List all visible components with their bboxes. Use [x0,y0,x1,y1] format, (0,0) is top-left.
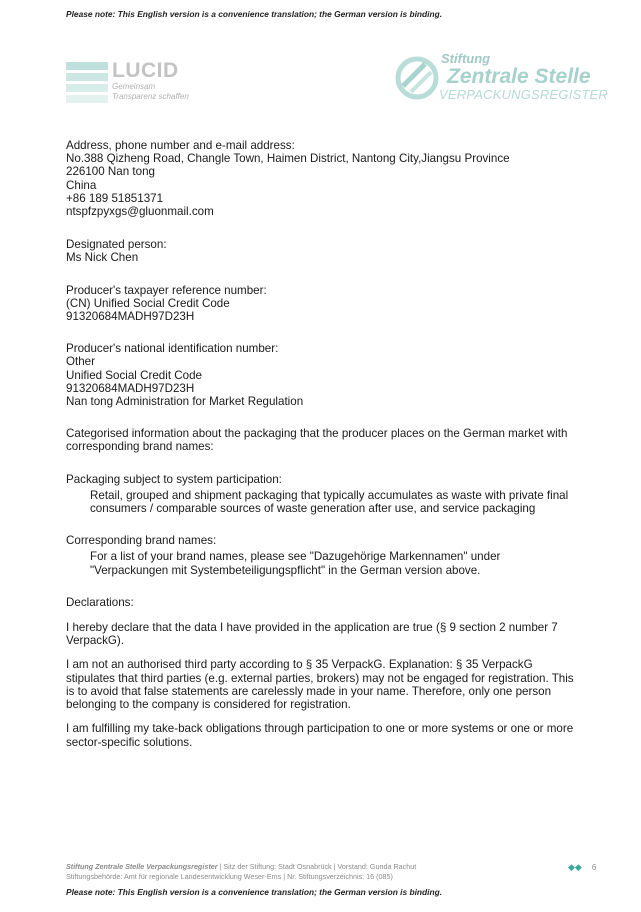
designated-heading: Designated person: [66,238,167,252]
taxpayer-section [66,284,596,324]
address-postal: 226100 Nan tong [66,165,155,179]
national-id-line2: Unified Social Credit Code [66,368,202,382]
footer-line2: Stiftungsbehörde: Amt für regionale Landesentwicklung Weser-Ems | Nr. Stiftungsverzeichnis: 16 (085) [66,872,393,881]
declaration-3-line1: I am fulfilling my take-back obligations through participation to one or more systems or one or more [66,722,574,736]
lucid-logo-mark [66,62,108,104]
declaration-2 [66,658,596,711]
taxpayer-number: 91320684MADH97D23H [66,310,195,324]
packaging-heading: Packaging subject to system participation: [66,472,282,486]
brands-line1: For a list of your brand names, please see "Dazugehörige Markennamen" under [90,550,501,564]
brands-section [66,534,596,577]
footer-org: Stiftung Zentrale Stelle Verpackungsregister [66,862,218,871]
packaging-line2: consumers / comparable sources of waste generation after use, and service packaging [90,502,536,516]
national-id-line3: 91320684MADH97D23H [66,381,195,395]
lucid-logo-tagline: Gemeinsam Transparenz schaffen [112,82,189,101]
zsvr-logo-line2: Zentrale Stelle [447,65,591,88]
brands-line2: "Verpackungen mit Systembeteiligungspflicht" in the German version above. [90,563,481,577]
document-body [66,139,596,762]
zsvr-emblem-icon [395,56,439,100]
lucid-logo-word: LUCID [112,59,179,82]
zsvr-logo-line3: VERPACKUNGSREGISTER [439,87,608,102]
national-id-section [66,342,596,408]
notice-bottom: Please note: This English version is a convenience translation; the German version is binding. [66,887,443,897]
national-id-line1: Other [66,355,95,369]
footer-line1 [66,862,416,872]
declaration-2-line1: I am not an authorised third party according to § 35 VerpackG. Explanation: § 35 VerpackG [66,658,533,672]
page-marker-icon: ◆◆ [568,862,582,872]
categorised-line1: Categorised information about the packaging that the producer places on the German market with [66,427,568,441]
address-country: China [66,178,97,192]
address-section [66,139,596,218]
declaration-1 [66,621,596,647]
packaging-line1: Retail, grouped and shipment packaging that typically accumulates as waste with private final [90,488,569,502]
declaration-2-line2: stipulates that third parties (e.g. external parties, brokers) may not be engaged for registration. This [66,671,574,685]
address-phone: +86 189 51851371 [66,191,164,205]
lucid-logo [66,59,216,104]
page-footer [66,862,416,882]
declaration-3 [66,722,596,748]
taxpayer-type: (CN) Unified Social Credit Code [66,296,230,310]
page-number-area [568,861,596,874]
declarations-heading: Declarations: [66,595,134,609]
declaration-3-line2: sector-specific solutions. [66,735,193,749]
national-id-heading: Producer's national identification number: [66,342,279,356]
packaging-section [66,473,596,516]
zsvr-logo [395,51,608,108]
footer-line1-rest: | Sitz der Stiftung: Stadt Osnabrück | Vorstand: Gunda Rachut [217,862,417,871]
declaration-2-line4: belonging to the company is considered for registration. [66,698,351,712]
declaration-1-line1: I hereby declare that the data I have provided in the application are true (§ 9 section 2 number 7 [66,621,558,635]
designated-name: Ms Nick Chen [66,251,139,265]
declaration-2-line3: is to avoid that false statements are carelessly made in your name. Therefore, only one person [66,684,552,698]
categorised-line2: corresponding brand names: [66,440,214,454]
designated-section [66,238,596,264]
notice-top: Please note: This English version is a convenience translation; the German version is binding. [66,9,443,19]
declaration-1-line2: VerpackG). [66,634,124,648]
brands-heading: Corresponding brand names: [66,534,217,548]
address-street: No.388 Qizheng Road, Changle Town, Haimen District, Nantong City,Jiangsu Province [66,152,510,166]
taxpayer-heading: Producer's taxpayer reference number: [66,283,267,297]
address-heading: Address, phone number and e-mail address: [66,139,295,152]
national-id-line4: Nan tong Administration for Market Regulation [66,395,304,409]
declarations-section [66,596,596,749]
page-number: 6 [591,863,597,872]
zsvr-logo-line1: Stiftung [441,51,491,66]
address-email: ntspfzpyxgs@gluonmail.com [66,205,214,219]
categorised-section [66,427,596,453]
